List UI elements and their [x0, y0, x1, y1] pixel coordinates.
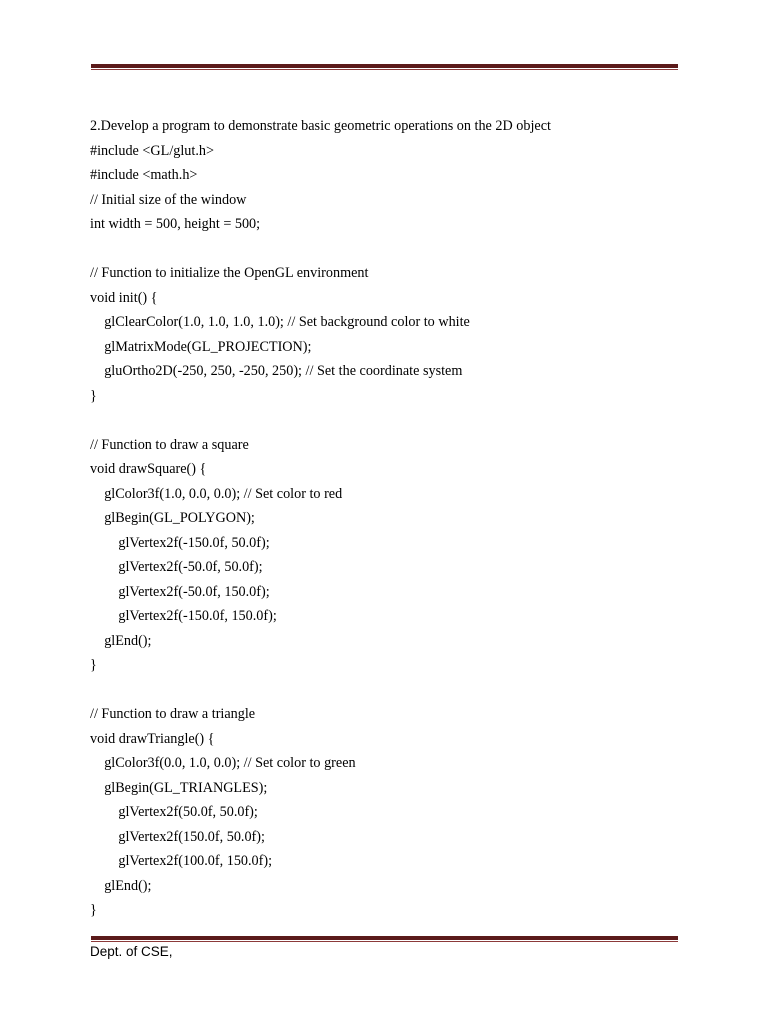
- code-line: glColor3f(0.0, 1.0, 0.0); // Set color to green: [90, 755, 356, 771]
- code-line: glVertex2f(-50.0f, 150.0f);: [90, 583, 270, 600]
- code-line: gluOrtho2D(-250, 250, -250, 250); // Set the coordinate system: [90, 363, 463, 379]
- code-line: glVertex2f(150.0f, 50.0f);: [90, 828, 265, 845]
- code-line: }: [90, 657, 97, 673]
- code-line: glBegin(GL_TRIANGLES);: [90, 779, 268, 796]
- code-line: void drawSquare() {: [90, 461, 207, 477]
- code-line: void drawTriangle() {: [90, 730, 215, 747]
- code-line: glBegin(GL_POLYGON);: [90, 510, 255, 526]
- code-line: int width = 500, height = 500;: [90, 216, 261, 232]
- footer-text: Dept. of CSE,: [90, 944, 173, 959]
- code-line: }: [90, 902, 97, 918]
- code-line: // Function to initialize the OpenGL environment: [90, 265, 369, 281]
- code-line: glVertex2f(-150.0f, 50.0f);: [90, 534, 270, 551]
- code-line: glEnd();: [90, 877, 152, 894]
- blank-line: [90, 678, 690, 703]
- code-line: // Function to draw a square: [90, 436, 249, 453]
- code-line: void init() {: [90, 289, 158, 306]
- blank-line: [90, 408, 690, 433]
- code-line: // Function to draw a triangle: [90, 706, 256, 722]
- code-line: #include <GL/glut.h>: [90, 142, 214, 159]
- code-line: glEnd();: [90, 632, 152, 649]
- blank-line: [90, 237, 690, 262]
- heading-line: 2.Develop a program to demonstrate basic geometric operations on the 2D object: [90, 118, 551, 134]
- code-listing: [90, 114, 690, 923]
- code-line: #include <math.h>: [90, 167, 198, 183]
- code-line: // Initial size of the window: [90, 191, 247, 208]
- code-line: glMatrixMode(GL_PROJECTION);: [90, 338, 312, 355]
- code-line: glClearColor(1.0, 1.0, 1.0, 1.0); // Set background color to white: [90, 314, 470, 330]
- code-line: glVertex2f(-50.0f, 50.0f);: [90, 559, 263, 575]
- code-line: glVertex2f(50.0f, 50.0f);: [90, 804, 258, 820]
- header-rule: [91, 64, 678, 70]
- footer-rule: [91, 936, 678, 942]
- code-line: glVertex2f(-150.0f, 150.0f);: [90, 608, 277, 624]
- code-line: glColor3f(1.0, 0.0, 0.0); // Set color to red: [90, 485, 343, 502]
- code-line: }: [90, 387, 97, 404]
- code-line: glVertex2f(100.0f, 150.0f);: [90, 853, 273, 869]
